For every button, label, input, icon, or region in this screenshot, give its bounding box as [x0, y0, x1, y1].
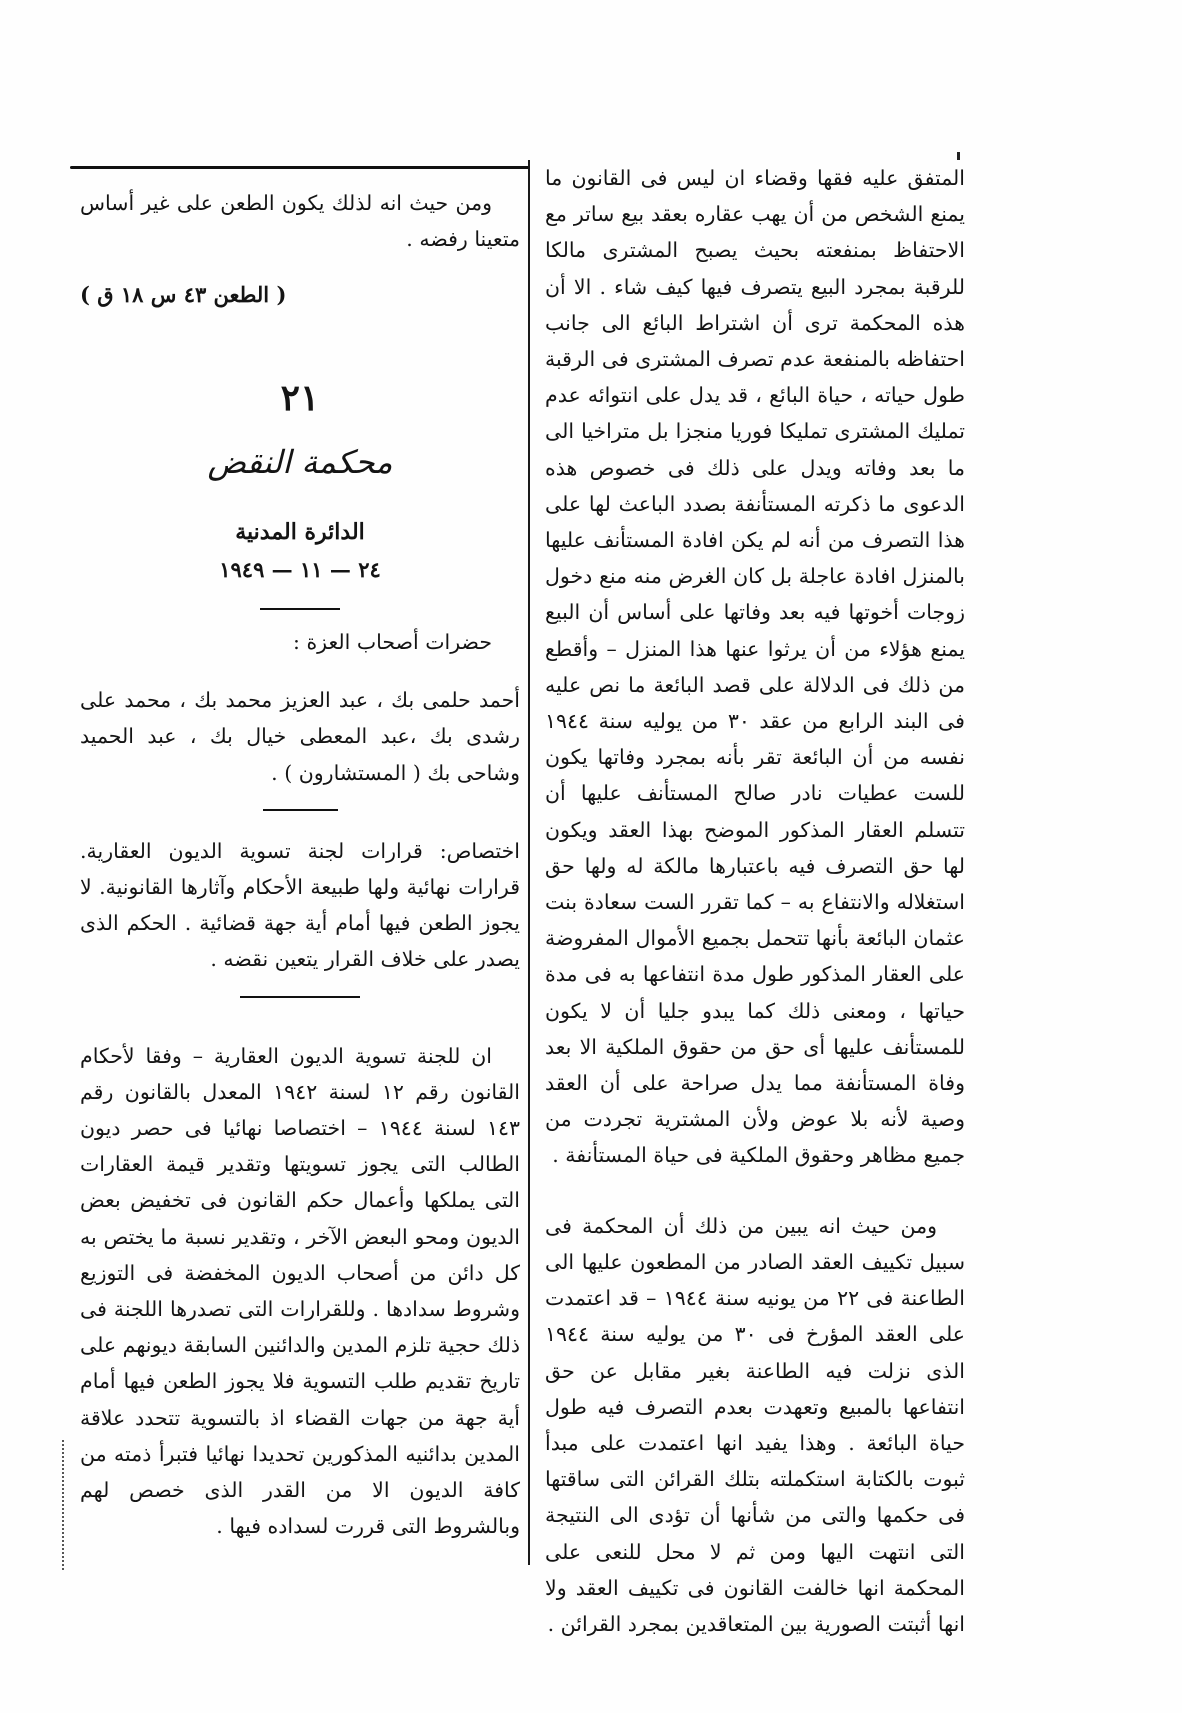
attendees-list: أحمد حلمى بك ، عبد العزيز محمد بك ، محمد على رشدى بك ،عبد المعطى خيال بك ، عبد الحميد وشاحى بك ( المستشارون ) . — [80, 688, 520, 785]
closing-sentence: ومن حيث انه لذلك يكون الطعن على غير أساس متعينا رفضه . — [80, 191, 520, 252]
divider-rule-2 — [263, 809, 338, 811]
case-number: ٢١ — [280, 376, 320, 419]
court-name: محكمة النقض — [207, 442, 393, 481]
divider-rule-1 — [260, 608, 340, 610]
binding-dots — [62, 1440, 66, 1570]
attendees-label: حضرات أصحاب العزة : — [293, 630, 492, 655]
session-date: ٢٤ — ١١ — ١٩٤٩ — [219, 556, 381, 582]
top-rule — [70, 166, 530, 169]
margin-mark — [957, 152, 960, 160]
divider-rule-3 — [240, 996, 360, 998]
circuit-name: الدائرة المدنية — [235, 518, 365, 545]
case-reference: ( الطعن ٤٣ س ١٨ ق ) — [80, 282, 287, 308]
right-paragraph-2: ومن حيث انه يبين من ذلك أن المحكمة فى سبيل تكييف العقد الصادر من المطعون عليها الى الطاعنة فى ٢٢ من يونيه سنة ١٩٤٤ – قد اعتمدت على العقد المؤرخ فى ٣٠ من يوليه سنة ١٩٤٤ الذى نزلت فيه الطاعنة بغير مقابل عن حق انتفاعها بالمبيع وتعهدت بعدم التصرف فيه طول حياة البائعة . وهذا يفيد انها اعتمدت على مبدأ ثبوت بالكتابة استكملته بتلك القرائن التى ساقتها فى حكمها والتى من شأنها أن تؤدى الى النتيجة التى انتهت اليها ومن ثم لا محل للنعى على المحكمة انها خالفت القانون فى تكييف العقد ولا انها أثبتت الصورية بين المتعاقدين بمجرد القرائن . — [545, 1213, 965, 1636]
case-summary: اختصاص: قرارات لجنة تسوية الديون العقارية. قرارات نهائية ولها طبيعة الأحكام وآثارها القانونية. لا يجوز الطعن فيها أمام أية جهة قضائية . الحكم الذى يصدر على خلاف القرار يتعين نقضه . — [80, 838, 520, 972]
ruling-body: ان للجنة تسوية الديون العقارية – وفقا لأحكام القانون رقم ١٢ لسنة ١٩٤٢ المعدل بالقانون رقم ١٤٣ لسنة ١٩٤٤ – اختصاصا نهائيا فى حصر ديون الطالب التى يجوز تسويتها وتقدير قيمة العقارات التى يملكها وأعمال حكم القانون فى تخفيض بعض الديون ومحو البعض الآخر ، وتقدير نسبة ما يختص به كل دائن من أصحاب الديون المخفضة فى التوزيع وشروط سدادها . وللقرارات التى تصدرها اللجنة فى ذلك حجية تلزم المدين والدائنين السابقة ديونهم على تاريخ تقديم طلب التسوية فلا يجوز الطعن فيها أمام أية جهة من جهات القضاء اذ بالتسوية تتحدد علاقة المدين بدائنيه المذكورين تحديدا نهائيا فتبرأ ذمته من كافة الديون الا من القدر الذى خصص لهم وبالشروط التى قررت لسداده فيها . — [80, 1043, 521, 1539]
column-divider — [528, 160, 530, 1565]
right-paragraph-1: المتفق عليه فقها وقضاء ان ليس فى القانون ما يمنع الشخص من أن يهب عقاره بعقد بيع ساتر مع الاحتفاظ بمنفعته بحيث يصبح المشترى مالكا للرقبة بمجرد البيع يتصرف فيها كيف شاء . الا أن هذه المحكمة ترى أن اشتراط البائع الى جانب احتفاظه بالمنفعة عدم تصرف المشترى فى الرقبة طول حياته ، حياة البائع ، قد يدل على انتوائه عدم تمليك المشترى تمليكا فوريا منجزا بل متراخيا الى ما بعد وفاته ويدل على ذلك فى خصوص هذه الدعوى ما ذكرته المستأنفة بصدد الباعث لها على هذا التصرف من أنه لم يكن افادة المستأنف عليها بالمنزل افادة عاجلة بل كان الغرض منه منع دخول زوجات أخوتها فيه بعد وفاتها على أساس أن البيع يمنع هؤلاء من أن يرثوا عنها هذا المنزل – وأقطع من ذلك فى الدلالة على قصد البائعة ما نص عليه فى البند الرابع من عقد ٣٠ من يوليه سنة ١٩٤٤ نفسه من أن البائعة تقر بأنه بمجرد وفاتها يكون للست عطيات نادر صالح المستأنف عليها أن تتسلم العقار المذكور الموضح بهذا العقد ويكون لها حق التصرف فيه باعتبارها مالكة له ولها حق استغلاله والانتفاع به – كما تقرر الست سعادة بنت عثمان البائعة بأنها تتحمل بجميع الأموال المفروضة على العقار المذكور طول مدة انتفاعها به فى مدة حياتها ، ومعنى ذلك كما يبدو جليا أن لا يكون للمستأنف عليها أى حق من حقوق الملكية الا بعد وفاة المستأنفة مما يدل صراحة على أن العقد وصية لأنه بلا عوض ولأن المشترية تجردت من جميع مظاهر وحقوق الملكية فى حياة المستأنفة . — [545, 166, 965, 1168]
right-column — [545, 160, 965, 1642]
left-column — [80, 185, 520, 1544]
